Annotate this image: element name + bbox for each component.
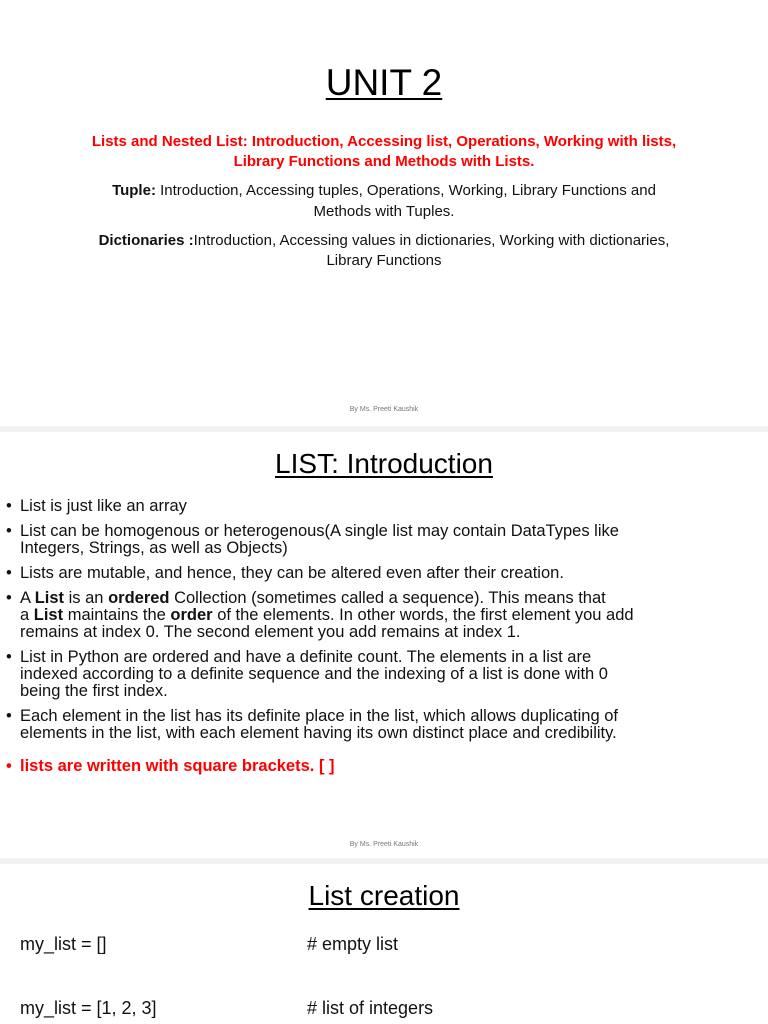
list-item: • Lists are mutable, and hence, they can be altered even after their creation. xyxy=(6,564,564,582)
list-item: • List can be homogenous or heterogenous(A single list may contain DataTypes like Integers, Strings, as well as Objects) xyxy=(6,522,619,557)
code-text: my_list = [1, 2, 3] xyxy=(20,998,157,1018)
bullet-list xyxy=(6,498,756,783)
slide-unit-2 xyxy=(0,0,768,425)
dict-label: Dictionaries : xyxy=(98,232,194,249)
slide-footer: By Ms. Preeti Kaushik xyxy=(349,406,419,413)
tuple-label: Tuple: xyxy=(112,182,156,199)
dict-topics-line-2: Library Functions xyxy=(326,252,442,269)
slide-list-introduction xyxy=(0,432,768,858)
list-item-highlight: • lists are written with square brackets. [ ] xyxy=(6,757,335,775)
bullet-icon: • xyxy=(6,589,12,607)
bullet-icon: • xyxy=(6,757,12,775)
slide-title: List creation xyxy=(308,880,460,911)
code-comment: # list of integers xyxy=(307,998,434,1018)
bullet-icon: • xyxy=(6,497,12,515)
list-item: • Each element in the list has its definite place in the list, which allows duplicating of elements in the list, with each element having its own distinct place and credibility. xyxy=(6,707,618,742)
list-item: • List is just like an array xyxy=(6,497,187,515)
dict-topics-line-1 xyxy=(40,231,728,251)
tuple-text: Introduction, Accessing tuples, Operations, Working, Library Functions and xyxy=(155,182,656,199)
lists-topics-line-2: Library Functions and Methods with Lists. xyxy=(233,153,535,170)
code-text: my_list = [] xyxy=(20,934,107,954)
dict-text: Introduction, Accessing values in dictionaries, Working with dictionaries, xyxy=(193,232,670,249)
page-title: UNIT 2 xyxy=(325,62,443,103)
tuple-topics-line-2: Methods with Tuples. xyxy=(313,203,455,220)
list-item: • List in Python are ordered and have a definite count. The elements in a list are indexed according to a definite sequence and the indexing of a list is done with 0 being the first index. xyxy=(6,648,608,700)
slide-list-creation xyxy=(0,864,768,1024)
bullet-icon: • xyxy=(6,522,12,540)
lists-topics-line-1: Lists and Nested List: Introduction, Accessing list, Operations, Working with lists, xyxy=(91,133,677,150)
slide-footer: By Ms. Preeti Kaushik xyxy=(349,841,419,848)
list-item: • A List is an ordered Collection (sometimes called a sequence). This means that a List maintains the order of the elements. In other words, the first element you add remains at index 0. The second element you add remains at index 1. xyxy=(6,589,634,641)
bullet-icon: • xyxy=(6,707,12,725)
bullet-icon: • xyxy=(6,648,12,666)
tuple-topics-line-1 xyxy=(40,181,728,201)
code-comment: # empty list xyxy=(307,934,399,954)
slide-title: LIST: Introduction xyxy=(275,448,493,479)
bullet-icon: • xyxy=(6,564,12,582)
